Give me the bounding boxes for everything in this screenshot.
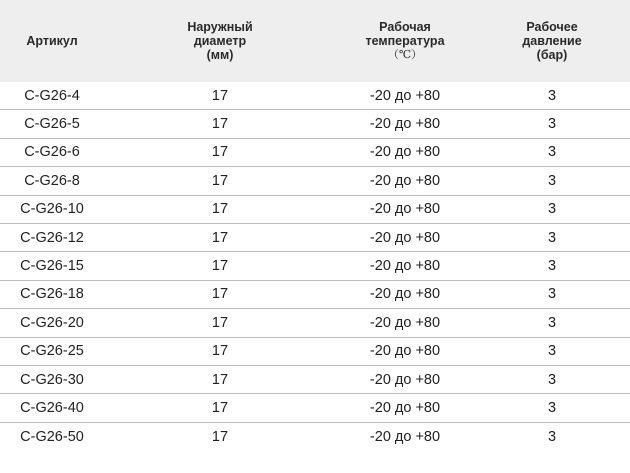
table-row bbox=[0, 338, 630, 366]
cell-pressure: 3 bbox=[547, 343, 557, 360]
cell-pressure: 3 bbox=[547, 201, 557, 218]
cell-article: C-G26-18 bbox=[20, 286, 84, 303]
cell-temperature: -20 до +80 bbox=[369, 428, 441, 445]
cell-temperature: -20 до +80 bbox=[369, 343, 441, 360]
cell-diameter: 17 bbox=[211, 286, 229, 303]
header-pressure-line-3: (бар) bbox=[536, 48, 568, 62]
cell-diameter: 17 bbox=[211, 314, 229, 331]
header-pressure bbox=[474, 20, 630, 62]
header-temperature-line-2: температура bbox=[365, 34, 445, 48]
header-temperature-unit: （℃） bbox=[387, 48, 423, 61]
cell-temperature: -20 до +80 bbox=[369, 229, 441, 246]
cell-diameter: 17 bbox=[211, 258, 229, 275]
table-row bbox=[0, 82, 630, 110]
table-header bbox=[0, 0, 630, 82]
cell-temperature: -20 до +80 bbox=[369, 399, 441, 416]
header-temperature bbox=[336, 20, 474, 62]
header-diameter-line-1: Наружный bbox=[187, 20, 253, 34]
cell-pressure: 3 bbox=[547, 286, 557, 303]
cell-pressure: 3 bbox=[547, 87, 557, 104]
cell-temperature: -20 до +80 bbox=[369, 201, 441, 218]
cell-temperature: -20 до +80 bbox=[369, 87, 441, 104]
cell-article: C-G26-50 bbox=[20, 428, 84, 445]
cell-temperature: -20 до +80 bbox=[369, 172, 441, 189]
cell-article: C-G26-30 bbox=[20, 371, 84, 388]
cell-temperature: -20 до +80 bbox=[369, 371, 441, 388]
header-pressure-line-2: давление bbox=[522, 34, 582, 48]
table-row bbox=[0, 309, 630, 337]
cell-diameter: 17 bbox=[211, 343, 229, 360]
header-diameter bbox=[104, 20, 336, 62]
table-row bbox=[0, 281, 630, 309]
cell-article: C-G26-40 bbox=[20, 399, 84, 416]
cell-pressure: 3 bbox=[547, 258, 557, 275]
cell-pressure: 3 bbox=[547, 229, 557, 246]
cell-temperature: -20 до +80 bbox=[369, 116, 441, 133]
cell-pressure: 3 bbox=[547, 371, 557, 388]
table-body bbox=[0, 82, 630, 451]
cell-diameter: 17 bbox=[211, 428, 229, 445]
table-row bbox=[0, 139, 630, 167]
cell-article: C-G26-8 bbox=[24, 172, 80, 189]
cell-temperature: -20 до +80 bbox=[369, 314, 441, 331]
cell-article: C-G26-4 bbox=[24, 87, 80, 104]
cell-diameter: 17 bbox=[211, 399, 229, 416]
table-row bbox=[0, 394, 630, 422]
cell-diameter: 17 bbox=[211, 144, 229, 161]
table-row bbox=[0, 167, 630, 195]
cell-diameter: 17 bbox=[211, 229, 229, 246]
cell-pressure: 3 bbox=[547, 116, 557, 133]
cell-article: C-G26-10 bbox=[20, 201, 84, 218]
cell-temperature: -20 до +80 bbox=[369, 258, 441, 275]
cell-pressure: 3 bbox=[547, 399, 557, 416]
cell-temperature: -20 до +80 bbox=[369, 144, 441, 161]
table-row bbox=[0, 423, 630, 451]
header-temperature-line-1: Рабочая bbox=[379, 20, 431, 34]
cell-diameter: 17 bbox=[211, 87, 229, 104]
cell-article: C-G26-25 bbox=[20, 343, 84, 360]
header-article bbox=[0, 34, 104, 48]
cell-diameter: 17 bbox=[211, 371, 229, 388]
cell-pressure: 3 bbox=[547, 144, 557, 161]
cell-article: C-G26-12 bbox=[20, 229, 84, 246]
table-row bbox=[0, 252, 630, 280]
header-pressure-line-1: Рабочее bbox=[526, 20, 578, 34]
cell-diameter: 17 bbox=[211, 201, 229, 218]
cell-article: C-G26-20 bbox=[20, 314, 84, 331]
header-article-label: Артикул bbox=[26, 34, 78, 48]
header-diameter-line-2: диаметр bbox=[193, 34, 247, 48]
cell-diameter: 17 bbox=[211, 172, 229, 189]
table-row bbox=[0, 196, 630, 224]
cell-pressure: 3 bbox=[547, 314, 557, 331]
cell-article: C-G26-5 bbox=[24, 116, 80, 133]
cell-article: C-G26-6 bbox=[24, 144, 80, 161]
table-row bbox=[0, 224, 630, 252]
header-diameter-line-3: (мм) bbox=[206, 48, 234, 62]
table-row bbox=[0, 110, 630, 138]
cell-diameter: 17 bbox=[211, 116, 229, 133]
cell-article: C-G26-15 bbox=[20, 258, 84, 275]
cell-temperature: -20 до +80 bbox=[369, 286, 441, 303]
table-row bbox=[0, 366, 630, 394]
cell-pressure: 3 bbox=[547, 172, 557, 189]
cell-pressure: 3 bbox=[547, 428, 557, 445]
